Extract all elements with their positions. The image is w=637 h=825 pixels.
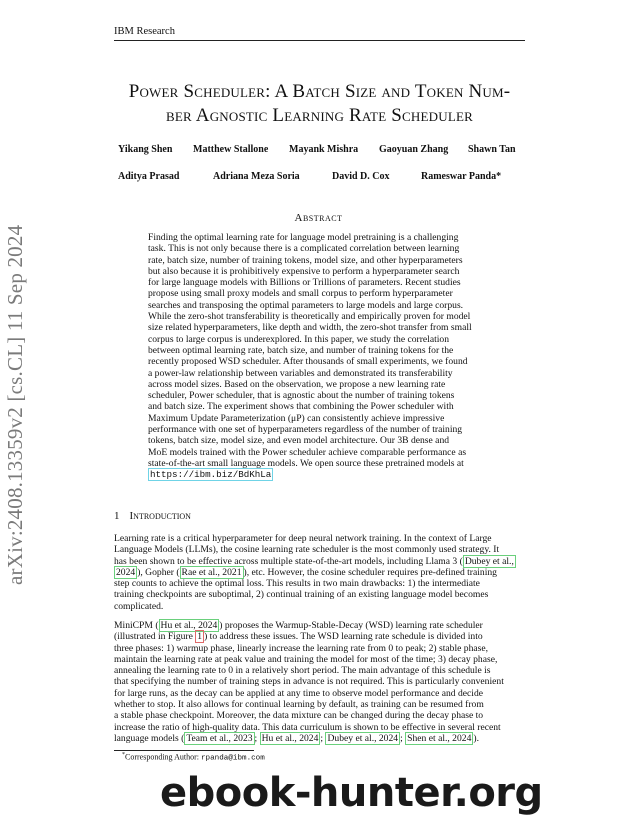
text-run: MiniCPM ( <box>114 620 159 631</box>
text-run: ; <box>320 732 326 744</box>
citation-link[interactable]: Shen et al., 2024 <box>407 732 472 744</box>
abstract-line <box>148 469 490 480</box>
abstract-line: propose using small proxy models and small corpus to perform hyperparameter <box>148 288 453 300</box>
citation-link[interactable]: Rae et al., 2021 <box>181 566 242 578</box>
abstract-line: state-of-the-art small language models. We open source these pretrained models at <box>148 457 464 469</box>
abstract-line: tokens, batch size, model size, and even model architecture. Our 3B dense and <box>148 435 450 447</box>
author-email: rpanda@ibm.com <box>201 754 265 763</box>
author-name: Yikang Shen <box>118 144 173 155</box>
text-line <box>114 556 525 567</box>
section-number: 1 <box>114 510 120 522</box>
title-line-1: Power Scheduler: A Batch Size and Token Num- <box>128 81 511 102</box>
author-name: Matthew Stallone <box>193 144 269 155</box>
abstract-line: for large language models with Billions or Trillions of parameters. Recent studies <box>148 277 461 289</box>
author-name: Rameswar Panda* <box>421 171 502 182</box>
abstract-line: corpus to large corpus is underexplored. In this paper, we study the correlation <box>148 333 450 345</box>
text-run: ) to address these issues. The WSD learning rate schedule is divided into <box>204 631 483 643</box>
author-name: Gaoyuan Zhang <box>379 144 449 155</box>
text-line: Learning rate is a critical hyperparameter for deep neural network training. In the context of Large <box>114 533 492 544</box>
header-rule <box>114 40 525 41</box>
text-line: increase the ratio of high-quality data. This data curriculum is shown to be effective in several recent <box>114 721 501 733</box>
arxiv-identifier-stamp: arXiv:2408.13359v2 [cs.CL] 11 Sep 2024 <box>3 224 27 585</box>
text-line: step counts to achieve the optimal loss. This results in two main drawbacks: 1) the intermediate <box>114 578 480 590</box>
abstract-heading: Abstract <box>294 212 343 224</box>
abstract-body <box>148 232 490 481</box>
paper-title <box>112 80 527 128</box>
footnote-mark: * <box>122 752 125 758</box>
abstract-line: scheduler, Power scheduler, that is agnostic about the number of training tokens <box>148 390 455 402</box>
abstract-line: rate, batch size, number of training tokens, model size, and other hyperparameters <box>148 254 463 266</box>
text-run: has been shown to be effective across multiple state-of-the-art models, including Llama 3 ( <box>114 555 463 567</box>
text-line: a stable phase checkpoint. Moreover, the data mixture can be changed during the decay phase to <box>114 710 484 722</box>
intro-paragraph-1 <box>114 533 525 612</box>
text-run: ), Gopher ( <box>137 566 180 578</box>
abstract-line: searches and transposing the optimal parameters to large models and large corpus. <box>148 299 464 311</box>
author-name: Aditya Prasad <box>118 171 180 182</box>
text-line <box>114 620 525 631</box>
intro-paragraph-2 <box>114 620 525 744</box>
text-line: maintain the learning rate at peak value and training the model for most of the time; 3) decay phase, <box>114 653 498 665</box>
text-run: ), etc. However, the cosine scheduler requires pre-defined training <box>243 566 497 578</box>
abstract-line: While the zero-shot transferability is theoretically and empirically proven for model <box>148 311 471 323</box>
abstract-line: performance with one set of hyperparameters regardless of the number of training <box>148 424 463 436</box>
author-name: Adriana Meza Soria <box>213 171 300 182</box>
section-heading-introduction <box>114 510 191 522</box>
abstract-line: and batch size. The experiment shows that combining the Power scheduler with <box>148 401 454 413</box>
abstract-line: a power-law relationship between variables and demonstrated its transferability <box>148 367 453 379</box>
text-run: ). <box>473 732 479 744</box>
text-run: ; <box>254 732 260 744</box>
abstract-line: but also because it is prohibitively expensive to perform a hyperparameter search <box>148 265 460 277</box>
abstract-line: Finding the optimal learning rate for language model pretraining is a challenging <box>148 232 459 243</box>
citation-link[interactable]: Dubey et al., <box>464 555 514 567</box>
abstract-line: across model sizes. Based on the observation, we propose a new learning rate <box>148 378 446 390</box>
author-name: David D. Cox <box>332 171 390 182</box>
footnote-rule <box>114 750 254 751</box>
citation-link[interactable]: Hu et al., 2024 <box>160 620 218 631</box>
abstract-line: MoE models trained with the Power scheduler achieve comparable performance as <box>148 446 467 458</box>
abstract-line: between optimal learning rate, batch size, and number of training tokens for the <box>148 344 454 356</box>
text-run: language models ( <box>114 732 185 744</box>
text-line <box>114 567 525 578</box>
author-name: Shawn Tan <box>468 144 516 155</box>
abstract-line: recently proposed WSD scheduler. After thousands of small experiments, we found <box>148 356 468 368</box>
text-line: training checkpoints are suboptimal, 2) continual training of an existing language model becomes <box>114 589 489 601</box>
text-line <box>114 631 525 642</box>
footnote <box>122 752 265 763</box>
text-run: ) proposes the Warmup-Stable-Decay (WSD) learning rate scheduler <box>219 620 483 631</box>
figure-reference-link[interactable]: 1 <box>197 631 203 643</box>
citation-link[interactable]: Dubey et al., 2024 <box>327 732 399 744</box>
text-line <box>114 733 525 744</box>
footnote-label: Corresponding Author: <box>125 752 201 762</box>
text-run: ; <box>400 732 406 744</box>
abstract-line: task. This is not only because there is a complicated correlation between learning <box>148 243 460 255</box>
site-watermark: ebook-hunter.org <box>160 770 543 816</box>
text-line: for large runs, as the decay can be applied at any time to observe model performance and decide <box>114 687 484 699</box>
section-title: Introduction <box>129 510 191 522</box>
text-line: whether to stop. It also allows for continual learning by default, as training can be resumed from <box>114 699 484 711</box>
title-line-2: ber Agnostic Learning Rate Scheduler <box>166 105 473 126</box>
abstract-line: Maximum Update Parameterization (μP) can consistently achieve impressive <box>148 412 445 424</box>
text-line: three phases: 1) warmup phase, linearly increase the learning rate from 0 to peak; 2) stable phase, <box>114 642 489 654</box>
citation-link[interactable]: 2024 <box>116 566 136 578</box>
model-release-link[interactable]: https://ibm.biz/BdKhLa <box>150 469 272 481</box>
text-run: (illustrated in Figure <box>114 631 196 643</box>
running-header: IBM Research <box>114 26 175 37</box>
citation-link[interactable]: Team et al., 2023 <box>186 732 253 744</box>
text-line: complicated. <box>114 600 164 612</box>
text-line: Language Models (LLMs), the cosine learning rate scheduler is the most commonly used strategy. It <box>114 544 500 556</box>
text-line: annealing the learning rate to 0 in a relatively short period. The main advantage of this schedule is <box>114 665 491 677</box>
citation-link[interactable]: Hu et al., 2024 <box>261 732 319 744</box>
author-name: Mayank Mishra <box>289 144 359 155</box>
abstract-line: size related hyperparameters, like depth and width, the zero-shot transfer from small <box>148 322 472 334</box>
text-line: that specifying the number of training steps in advance is not required. This is particularly convenient <box>114 676 504 688</box>
